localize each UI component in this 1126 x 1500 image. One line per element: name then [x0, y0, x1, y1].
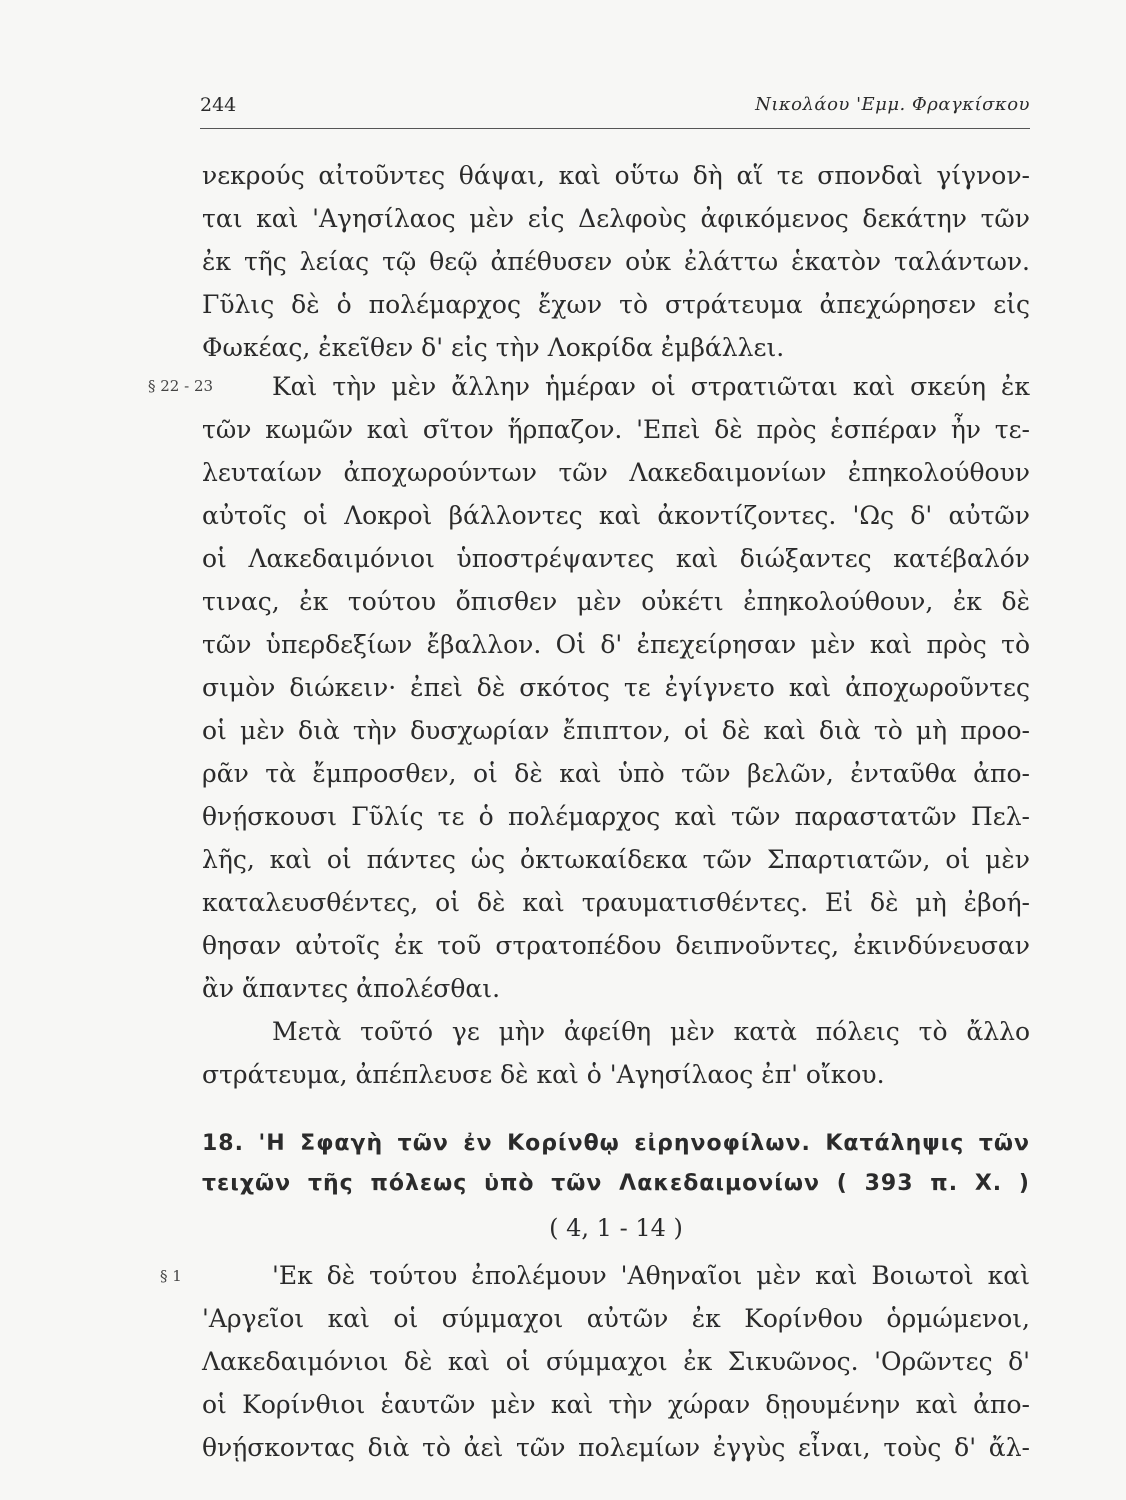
page-header	[200, 92, 1030, 129]
text-line: τῶν κωμῶν καὶ σῖτον ἥρπαζον. 'Επεὶ δὲ πρὸς ἑσπέραν ἦν τε-	[202, 415, 1030, 444]
text-line: λευταίων ἀποχωρούντων τῶν Λακεδαιμονίων ἐπηκολούθουν	[202, 458, 1030, 487]
text-line: ται καὶ 'Αγησίλαος μὲν εἰς Δελφοὺς ἀφικόμενος δεκάτην τῶν	[202, 204, 1030, 233]
text-line: καταλευσθέντες, οἱ δὲ καὶ τραυματισθέντες. Εἰ δὲ μὴ ἐβοή-	[202, 888, 1030, 917]
text-line: σιμὸν διώκειν· ἐπεὶ δὲ σκότος τε ἐγίγνετο καὶ ἀποχωροῦντες	[202, 673, 1030, 702]
section-heading: 18. 'Η Σφαγὴ τῶν ἐν Κορίνθῳ εἰρηνοφίλων. Κατάληψις τῶν	[202, 1131, 1030, 1156]
section-margin-note: § 22 - 23	[148, 377, 214, 395]
text-line: νεκρούς αἰτοῦντες θάψαι, καὶ οὕτω δὴ αἵ τε σπονδαὶ γίγνον-	[202, 161, 1030, 190]
text-line: οἱ μὲν διὰ τὴν δυσχωρίαν ἔπιπτον, οἱ δὲ καὶ διὰ τὸ μὴ προο-	[202, 716, 1030, 745]
text-line: στράτευμα, ἀπέπλευσε δὲ καὶ ὁ 'Αγησίλαος ἐπ' οἴκου.	[202, 1060, 885, 1089]
text-line: αὐτοῖς οἱ Λοκροὶ βάλλοντες καὶ ἀκοντίζοντες. 'Ως δ' αὐτῶν	[202, 501, 1030, 530]
text-line: Φωκέας, ἐκεῖθεν δ' εἰς τὴν Λοκρίδα ἐμβάλλει.	[202, 333, 785, 362]
page-number: 244	[200, 94, 237, 116]
text-line: οἱ Λακεδαιμόνιοι ὑποστρέψαντες καὶ διώξαντες κατέβαλόν	[202, 544, 1030, 573]
text-line: λῆς, καὶ οἱ πάντες ὡς ὀκτωκαίδεκα τῶν Σπαρτιατῶν, οἱ μὲν	[202, 845, 1030, 874]
text-line: 'Εκ δὲ τούτου ἐπολέμουν 'Αθηναῖοι μὲν καὶ Βοιωτοὶ καὶ	[272, 1261, 1030, 1290]
text-line: τινας, ἐκ τούτου ὄπισθεν μὲν οὐκέτι ἐπηκολούθουν, ἐκ δὲ	[202, 587, 1030, 616]
text-line: θνῄσκοντας διὰ τὸ ἀεὶ τῶν πολεμίων ἐγγὺς εἶναι, τοὺς δ' ἄλ-	[202, 1433, 1030, 1462]
section-heading: τειχῶν τῆς πόλεως ὑπὸ τῶν Λακεδαιμονίων ( 393 π. Χ. )	[202, 1171, 1030, 1196]
text-line: 'Αργεῖοι καὶ οἱ σύμμαχοι αὐτῶν ἐκ Κορίνθου ὁρμώμενοι,	[202, 1304, 1030, 1333]
text-line: ἐκ τῆς λείας τῷ θεῷ ἀπέθυσεν οὐκ ἐλάττω ἑκατὸν ταλάντων.	[202, 247, 1030, 276]
text-line: ἂν ἅπαντες ἀπολέσθαι.	[202, 974, 501, 1003]
running-head: Νικολάου 'Εμμ. Φραγκίσκου	[755, 94, 1030, 115]
text-line: Γῦλις δὲ ὁ πολέμαρχος ἔχων τὸ στράτευμα ἀπεχώρησεν εἰς	[202, 290, 1030, 319]
text-line: οἱ Κορίνθιοι ἑαυτῶν μὲν καὶ τὴν χώραν δῃουμένην καὶ ἀπο-	[202, 1390, 1030, 1419]
section-margin-note: § 1	[160, 1267, 182, 1285]
text-line: θησαν αὐτοῖς ἐκ τοῦ στρατοπέδου δειπνοῦντες, ἐκινδύνευσαν	[202, 931, 1030, 960]
text-line: θνῄσκουσι Γῦλίς τε ὁ πολέμαρχος καὶ τῶν παραστατῶν Πελ-	[202, 802, 1030, 831]
text-line: ρᾶν τὰ ἔμπροσθεν, οἱ δὲ καὶ ὑπὸ τῶν βελῶν, ἐνταῦθα ἀπο-	[202, 759, 1030, 788]
section-reference: ( 4, 1 - 14 )	[549, 1214, 683, 1242]
text-line: Μετὰ τοῦτό γε μὴν ἀφείθη μὲν κατὰ πόλεις τὸ ἄλλο	[272, 1017, 1030, 1046]
text-line: Καὶ τὴν μὲν ἄλλην ἡμέραν οἱ στρατιῶται καὶ σκεύη ἐκ	[272, 372, 1030, 401]
text-line: τῶν ὑπερδεξίων ἔβαλλον. Οἱ δ' ἐπεχείρησαν μὲν καὶ πρὸς τὸ	[202, 630, 1030, 659]
text-line: Λακεδαιμόνιοι δὲ καὶ οἱ σύμμαχοι ἐκ Σικυῶνος. 'Ορῶντες δ'	[202, 1347, 1030, 1376]
